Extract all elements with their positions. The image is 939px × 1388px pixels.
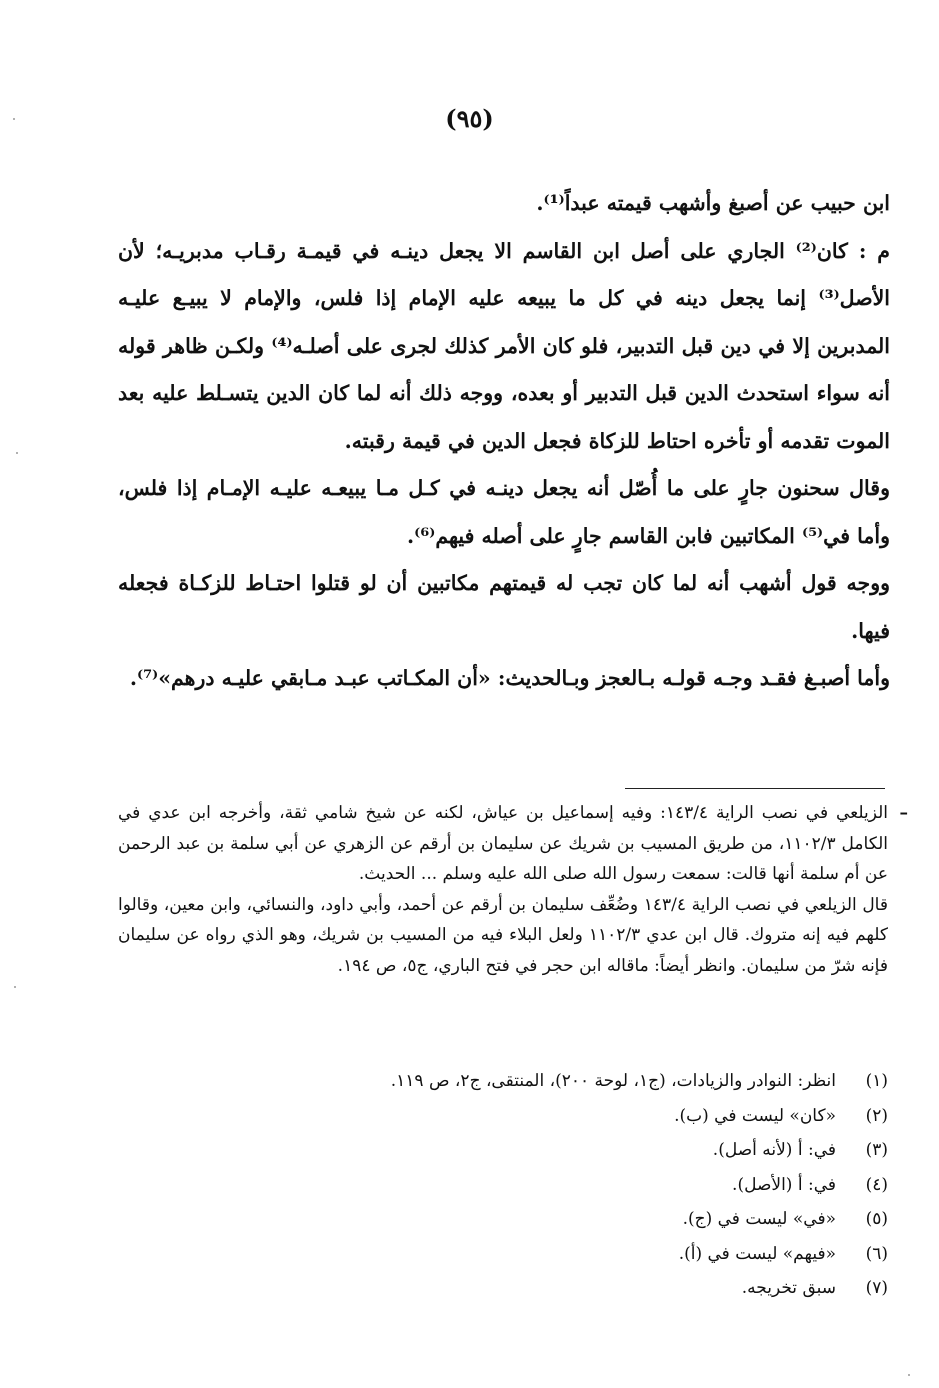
scan-speck (14, 986, 16, 988)
page-number: (٩٥) (445, 104, 494, 133)
footnote-paragraph: قال الزيلعي في نصب الراية ١٤٣/٤ وضُعِّف سليمان بن أرقم عن أحمد، وأبي داود، والنسائي، وابن معين، وقالوا كلهم فيه إنه متروك. قال ابن عدي ١١٠٢/٣ ولعل البلاء فيه من المسيب بن شريك، وهو الذي رواه عن سليمان فإنه شرّ من سليمان. وانظر أيضاً: ماقاله ابن حجر في فتح الباري، ج٥، ص ١٩٤. (118, 894, 888, 976)
paragraph: م : كان⁽²⁾ الجاري على أصل ابن القاسم الا يجعل دينـه في قيمـة رقـاب مدبريـه؛ لأن الأصل⁽³⁾ إنما يجعل دينه في كل ما يبيعه عليه الإمام إذا فلس، والإمام لا يبيـع عليـه المدبرين إلا في دين قبل التدبير، فلو كان الأمر كذلك لجرى على أصلـه⁽⁴⁾ ولكـن ظاهر قوله أنه سواء استحدث الدين قبل التدبير أو بعده، ووجه ذلك أنه لما كان الدين يتسـلط عليه بعد الموت تقدمه أو تأخره احتاط للزكاة فجعل الدين في قيمة رقبته. (118, 238, 890, 453)
scan-speck (908, 1374, 910, 1376)
paragraph: ووجه قول أشهب أنه لما كان تجب له قيمتهم مكاتبين أن لو قتلوا احتـاط للزكـاة فجعله فيها. (118, 571, 890, 643)
footnote-item (118, 1064, 888, 1099)
footnote-separator (625, 788, 885, 789)
paragraph: وقال سحنون جارٍ على ما أُصّل أنه يجعل دينـه في كـل مـا يبيعـه عليـه الإمـام إذا فلس، وأما في⁽⁵⁾ المكاتبين فابن القاسم جارٍ على أصله فيهم⁽⁶⁾. (118, 476, 890, 548)
footnote-text: سبق تخريجه. (741, 1278, 836, 1298)
footnote-dash: – (899, 803, 908, 823)
footnote-number: (١) (865, 1071, 888, 1091)
footnote-number: (٥) (865, 1209, 888, 1229)
footnote-item (118, 1271, 888, 1306)
paragraph: وأما أصبـغ فقـد وجـه قولـه بـالعجز وبـالحديث: «أن المكـاتب عبـد مـابقي عليـه درهم»⁽⁷⁾. (129, 666, 890, 690)
footnote-number: (٤) (865, 1174, 888, 1195)
scan-speck (13, 118, 15, 120)
footnote-text: انظر: النوادر والزيادات، (ج١، لوحة ٢٠٠)، المنتقى، ج٢، ص ١١٩. (390, 1071, 836, 1091)
footnote-item (118, 1168, 888, 1203)
paragraph: ابن حبيب عن أصبغ وأشهب قيمته عبداً⁽¹⁾. (536, 191, 890, 215)
footnote-continuation (118, 798, 908, 981)
footnote-text: «فيهم» ليست في (أ). (678, 1243, 836, 1264)
footnote-item (118, 1133, 888, 1168)
scan-speck (16, 452, 18, 454)
footnote-number: (٢) (865, 1105, 888, 1126)
footnote-number: (٦) (865, 1243, 888, 1264)
footnote-text: «في» ليست في (ج). (682, 1209, 836, 1229)
footnote-number: (٧) (865, 1278, 888, 1298)
footnote-item (118, 1237, 888, 1272)
footnote-item (118, 1202, 888, 1237)
main-text (118, 180, 890, 703)
footnote-text: في: أ (الأصل). (732, 1174, 836, 1195)
footnote-paragraph: الزيلعي في نصب الراية ١٤٣/٤: وفيه إسماعيل بن عياش، لكنه عن شيخ شامي ثقة، وأخرجه ابن عدي في الكامل ١١٠٢/٣، من طريق المسيب بن شريك عن سليمان بن أرقم عن الزهري عن أبي سلمة بن عبد الرحمن عن أم سلمة أنها قالت: سمعت رسول الله صلى الله عليه وسلم ... الحديث. (118, 803, 889, 884)
footnote-text: «كان» ليست في (ب). (674, 1105, 836, 1126)
footnote-item (118, 1099, 888, 1134)
footnote-list (118, 1064, 888, 1306)
footnote-text: في: أ (لأنه أصل). (712, 1140, 836, 1160)
footnote-number: (٣) (865, 1140, 888, 1160)
